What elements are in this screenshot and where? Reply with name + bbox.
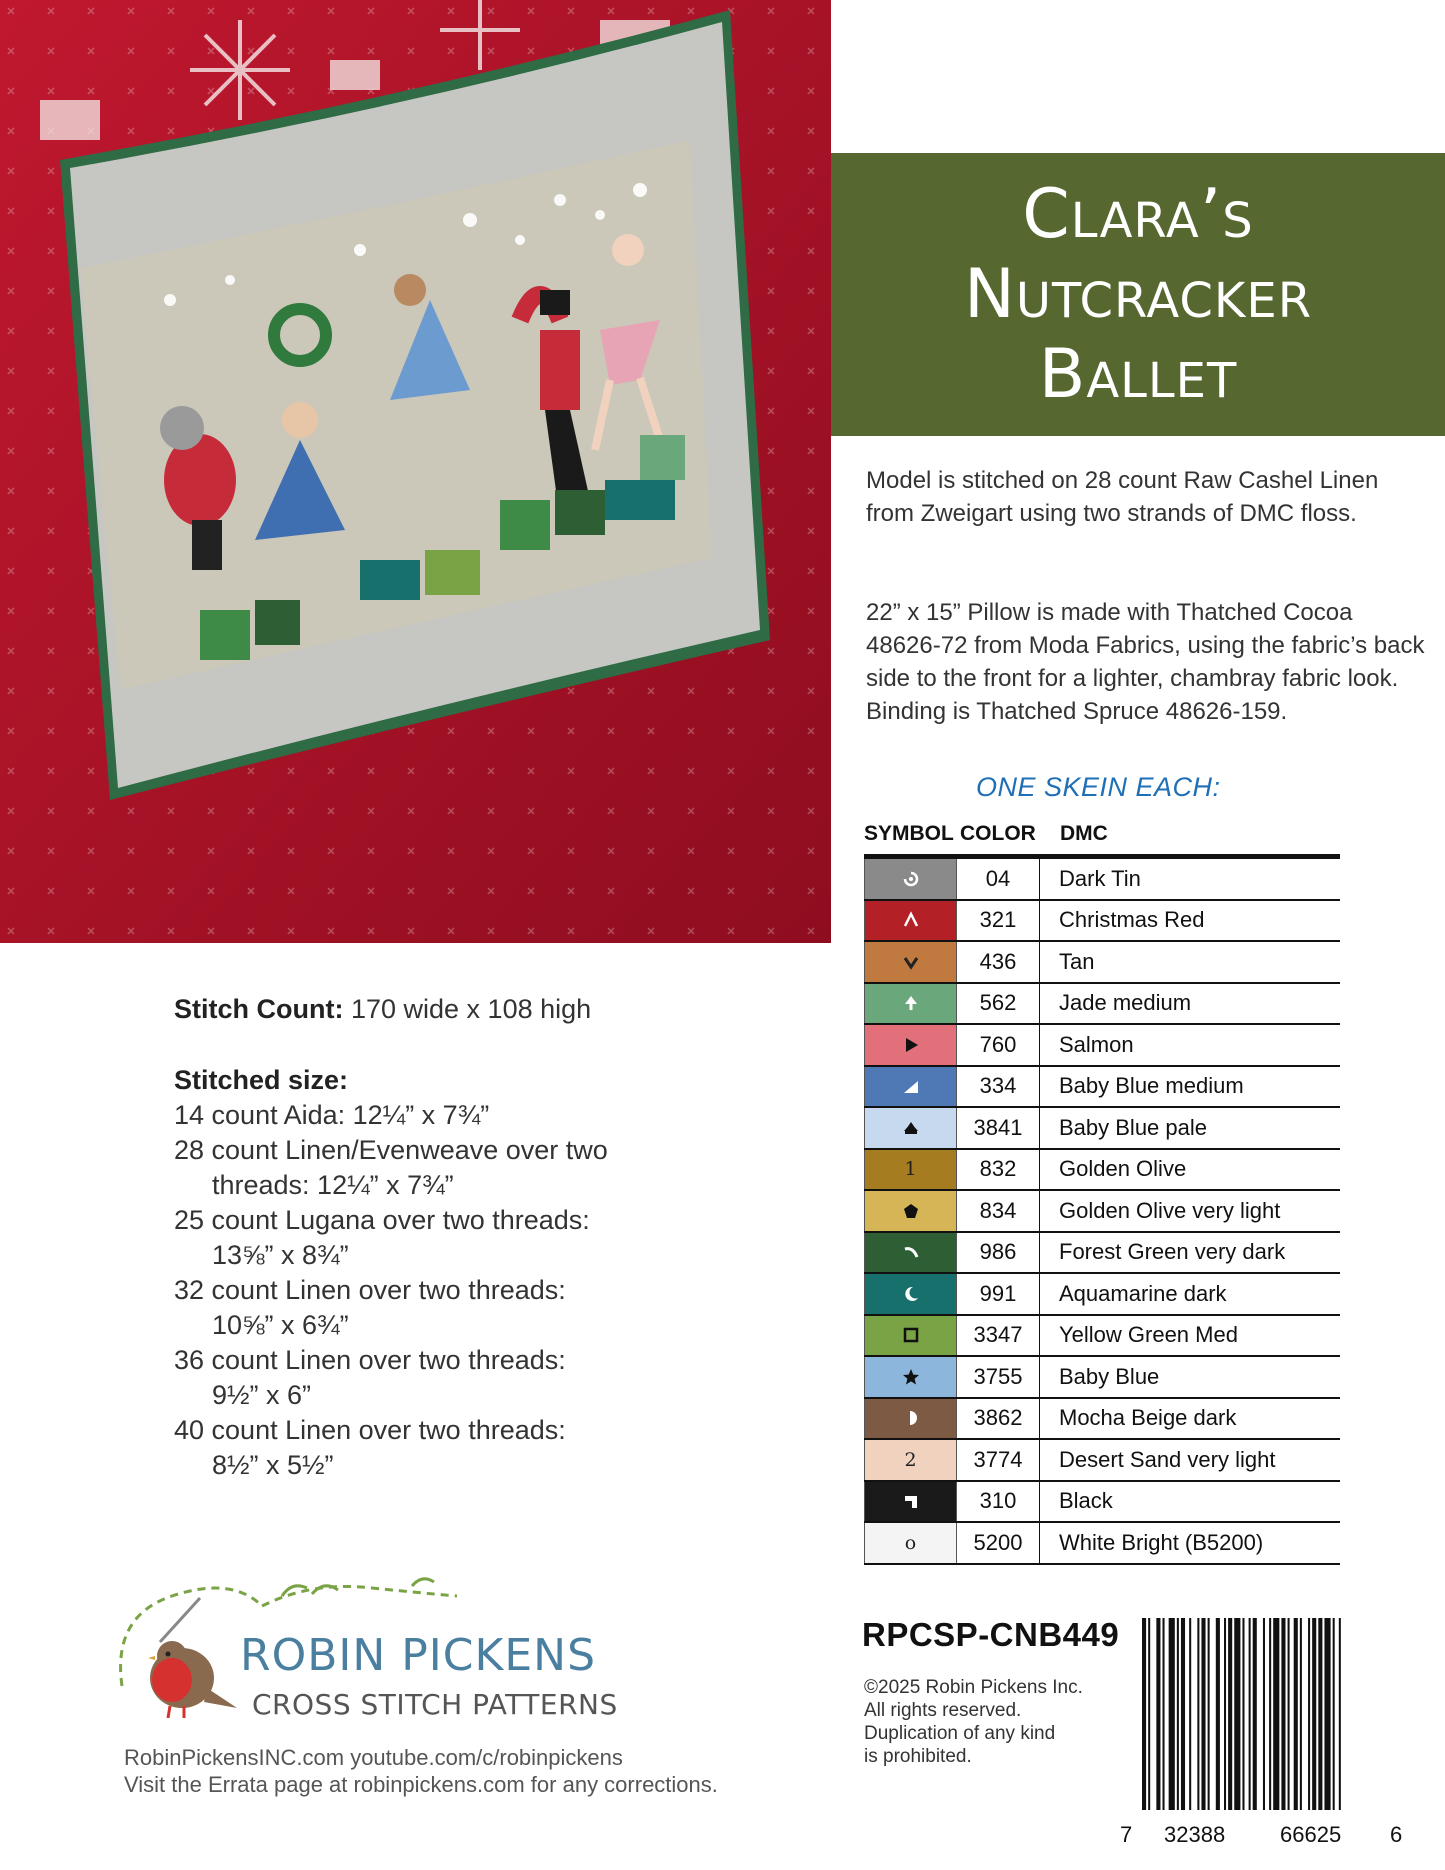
floss-dmc-code: 04 [957, 859, 1040, 899]
floss-dmc-code: 832 [957, 1150, 1040, 1190]
floss-symbol-swatch [864, 901, 957, 941]
floss-symbol-swatch [864, 1150, 957, 1190]
pentagon-icon [902, 1202, 920, 1220]
copyright-notice [864, 1676, 1083, 1768]
header-color: COLOR [960, 822, 1036, 845]
floss-color-name: Forest Green very dark [1059, 1239, 1286, 1265]
copyright-line-4: is prohibited. [864, 1746, 972, 1767]
floss-dmc-code: 3862 [957, 1399, 1040, 1439]
barcode-digits-left: 32388 [1164, 1822, 1226, 1847]
pattern-title [964, 175, 1312, 415]
floss-color-name: Golden Olive [1059, 1156, 1187, 1182]
floss-row [864, 1523, 1340, 1565]
stitched-size-line: threads: 12¼” x 7¾” [212, 1170, 454, 1200]
title-line-2: Nutcracker [963, 254, 1313, 334]
floss-symbol-text: 2 [904, 1448, 917, 1471]
floss-table [864, 859, 1340, 1565]
triangle-right-icon [902, 1036, 920, 1054]
floss-row [864, 1108, 1340, 1150]
floss-row [864, 1150, 1340, 1192]
floss-dmc-code: 436 [957, 942, 1040, 982]
floss-symbol-swatch [864, 1108, 957, 1148]
floss-symbol-swatch [864, 1274, 957, 1314]
floss-dmc-code: 562 [957, 984, 1040, 1024]
website-links [124, 1744, 718, 1798]
stitched-size-line: 25 count Lugana over two threads: [174, 1205, 590, 1235]
fabric-description: Model is stitched on 28 count Raw Cashel Linen from Zweigart using two strands of DMC floss. [866, 467, 1379, 527]
logo-subtitle: CROSS STITCH PATTERNS [252, 1688, 618, 1721]
floss-color-name: Tan [1059, 948, 1095, 974]
floss-color-name: Christmas Red [1059, 907, 1205, 933]
stitched-size-line: 28 count Linen/Evenweave over two [174, 1135, 608, 1165]
copyright-line-3: Duplication of any kind [864, 1723, 1056, 1744]
skein-heading: ONE SKEIN EACH: [976, 772, 1221, 802]
floss-dmc-code: 3347 [957, 1316, 1040, 1356]
floss-dmc-code: 334 [957, 1067, 1040, 1107]
floss-row [864, 1191, 1340, 1233]
drop-icon [902, 1119, 920, 1137]
floss-symbol-swatch [864, 1523, 957, 1563]
floss-symbol-swatch [864, 1025, 957, 1065]
floss-symbol-swatch [864, 1357, 957, 1397]
floss-dmc-code: 760 [957, 1025, 1040, 1065]
floss-symbol-swatch [864, 942, 957, 982]
floss-row [864, 942, 1340, 984]
floss-color-name: Black [1059, 1488, 1113, 1514]
floss-dmc-code: 3841 [957, 1108, 1040, 1148]
barcode-digits-right: 66625 [1280, 1822, 1342, 1847]
floss-row [864, 1274, 1340, 1316]
chevron-down-icon [902, 953, 920, 971]
product-sku: RPCSP-CNB449 [862, 1616, 1120, 1653]
floss-row [864, 1440, 1340, 1482]
floss-table-headers [864, 818, 1340, 856]
barcode-digit-last: 6 [1390, 1822, 1403, 1847]
floss-symbol-swatch [864, 1316, 957, 1356]
barcode-bars [1140, 1618, 1408, 1810]
barcode-digit-first: 7 [1120, 1822, 1133, 1847]
floss-symbol-swatch [864, 1191, 957, 1231]
floss-dmc-code: 3774 [957, 1440, 1040, 1480]
floss-dmc-code: 991 [957, 1274, 1040, 1314]
copyright-line-2: All rights reserved. [864, 1700, 1022, 1721]
floss-color-name: Jade medium [1059, 990, 1192, 1016]
floss-row [864, 1357, 1340, 1399]
stitch-count-label: Stitch Count: [174, 994, 344, 1024]
logo-name: ROBIN PICKENS [240, 1630, 596, 1681]
hook-icon [902, 1243, 920, 1261]
floss-symbol-text: o [904, 1531, 917, 1554]
floss-row [864, 1482, 1340, 1524]
floss-dmc-code: 986 [957, 1233, 1040, 1273]
floss-dmc-code: 321 [957, 901, 1040, 941]
stitched-size-line: 14 count Aida: 12¼” x 7¾” [174, 1100, 490, 1130]
website-line[interactable]: RobinPickensINC.com youtube.com/c/robinpickens [124, 1745, 623, 1770]
floss-color-name: Dark Tin [1059, 865, 1141, 891]
floss-color-name: Golden Olive very light [1059, 1197, 1281, 1223]
stitched-size-list [174, 1098, 734, 1483]
square-icon [902, 1326, 920, 1344]
floss-row [864, 1025, 1340, 1067]
floss-color-name: Baby Blue pale [1059, 1114, 1207, 1140]
floss-row [864, 901, 1340, 943]
floss-color-name: White Bright (B5200) [1059, 1529, 1264, 1555]
floss-row [864, 859, 1340, 901]
floss-color-name: Yellow Green Med [1059, 1322, 1238, 1348]
moon-icon [902, 1285, 920, 1303]
stitched-size-label: Stitched size: [174, 1065, 349, 1095]
pillow-illustration [0, 0, 831, 943]
copyright-line-1: ©2025 Robin Pickens Inc. [864, 1677, 1083, 1698]
floss-color-name: Aquamarine dark [1059, 1280, 1227, 1306]
upc-barcode [1140, 1618, 1408, 1810]
title-band [831, 153, 1445, 436]
tree-icon [902, 994, 920, 1012]
floss-color-name: Baby Blue [1059, 1363, 1160, 1389]
stitch-info [174, 992, 734, 1483]
floss-dmc-code: 5200 [957, 1523, 1040, 1563]
stitched-size-line: 8½” x 5½” [212, 1450, 334, 1480]
stitched-size-line: 13⅝” x 8¾” [212, 1240, 349, 1270]
floss-symbol-swatch [864, 1233, 957, 1273]
floss-row [864, 1316, 1340, 1358]
caret-up-icon [902, 911, 920, 929]
pillow-photo [0, 0, 831, 943]
floss-row [864, 1399, 1340, 1441]
floss-dmc-code: 310 [957, 1482, 1040, 1522]
stitched-size-line: 40 count Linen over two threads: [174, 1415, 566, 1445]
header-dmc: DMC [1060, 822, 1108, 845]
floss-row [864, 1067, 1340, 1109]
corner-icon [902, 1492, 920, 1510]
errata-line: Visit the Errata page at robinpickens.com for any corrections. [124, 1772, 718, 1797]
floss-symbol-swatch [864, 1399, 957, 1439]
floss-color-name: Baby Blue medium [1059, 1073, 1244, 1099]
stitch-count [174, 992, 734, 1027]
star-icon [902, 1368, 920, 1386]
floss-row [864, 984, 1340, 1026]
header-symbol: SYMBOL [864, 822, 954, 845]
floss-symbol-swatch [864, 1440, 957, 1480]
stitch-count-value: 170 wide x 108 high [343, 994, 592, 1024]
floss-symbol-swatch [864, 1067, 957, 1107]
swirl-icon [902, 870, 920, 888]
floss-symbol-swatch [864, 859, 957, 899]
stitched-size-line: 36 count Linen over two threads: [174, 1345, 566, 1375]
half-moon-icon [902, 1409, 920, 1427]
floss-color-name: Salmon [1059, 1031, 1134, 1057]
wedge-icon [902, 1077, 920, 1095]
stitched-size-line: 9½” x 6” [212, 1380, 312, 1410]
floss-color-name: Desert Sand very light [1059, 1446, 1276, 1472]
floss-symbol-swatch [864, 1482, 957, 1522]
floss-symbol-swatch [864, 984, 957, 1024]
title-line-3: Ballet [1038, 334, 1238, 414]
stitched-size-line: 10⅝” x 6¾” [212, 1310, 349, 1340]
floss-color-name: Mocha Beige dark [1059, 1405, 1237, 1431]
floss-dmc-code: 834 [957, 1191, 1040, 1231]
floss-dmc-code: 3755 [957, 1357, 1040, 1397]
floss-symbol-text: 1 [904, 1158, 917, 1181]
stitched-size-line: 32 count Linen over two threads: [174, 1275, 566, 1305]
pillow-description: 22” x 15” Pillow is made with Thatched Cocoa 48626-72 from Moda Fabrics, using the fabric’s back side to the front for a lighter, chambray fabric look. Binding is Thatched Spruce 48626-159. [866, 599, 1425, 725]
title-line-1: Clara’s [1022, 174, 1254, 254]
floss-row [864, 1233, 1340, 1275]
